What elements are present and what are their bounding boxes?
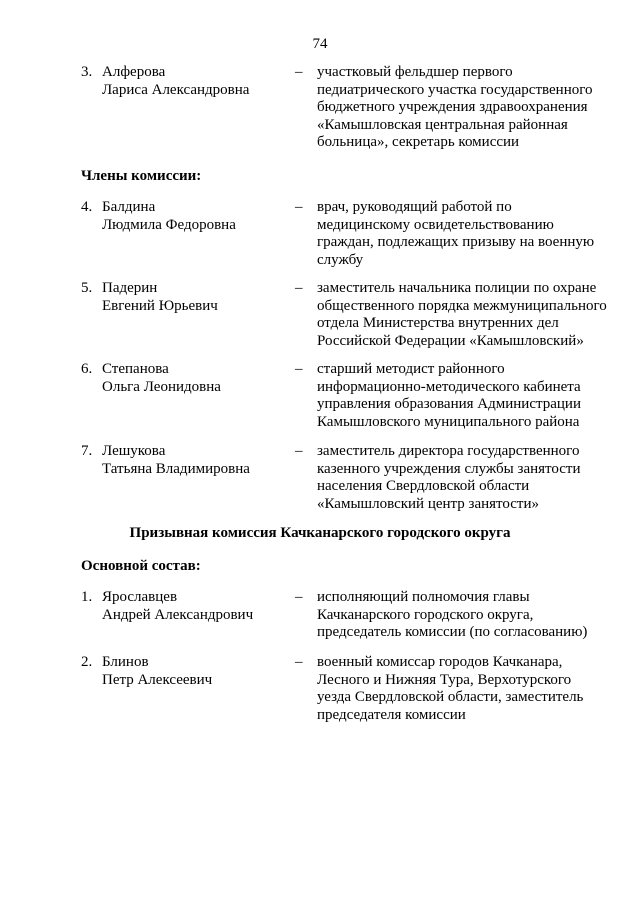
given-names: Петр Алексеевич	[102, 671, 213, 688]
role-line: управления образования Администрации	[317, 396, 581, 412]
role-line: отдела Министерства внутренних дел	[317, 315, 559, 331]
role-text	[317, 199, 617, 269]
person-name	[102, 654, 282, 689]
role-line: «Камышловский центр занятости»	[317, 495, 539, 512]
role-text	[317, 361, 617, 431]
entry-number: 2.	[81, 654, 93, 670]
given-names: Людмила Федоровна	[102, 216, 236, 233]
dash: –	[295, 280, 303, 296]
surname: Лешукова	[102, 443, 166, 459]
role-line: председатель комиссии (по согласованию)	[317, 624, 588, 640]
entry-number: 5.	[81, 280, 93, 296]
person-name	[102, 64, 282, 99]
role-line: больница», секретарь комиссии	[317, 134, 520, 150]
role-line: Лесного и Нижняя Тура, Верхотурского	[317, 671, 572, 688]
role-line: медицинскому освидетельствованию	[317, 216, 554, 233]
entry-number: 7.	[81, 443, 93, 459]
role-line: участковый фельдшер первого	[317, 64, 513, 80]
role-text	[317, 654, 617, 724]
dash: –	[295, 64, 303, 80]
surname: Блинов	[102, 654, 149, 670]
surname: Алферова	[102, 64, 166, 80]
dash: –	[295, 199, 303, 215]
given-names: Ольга Леонидовна	[102, 378, 221, 395]
role-line: информационно-методического кабинета	[317, 378, 581, 395]
role-line: председателя комиссии	[317, 706, 466, 723]
given-names: Евгений Юрьевич	[102, 297, 218, 314]
role-line: военный комиссар городов Качканара,	[317, 654, 563, 670]
given-names: Татьяна Владимировна	[102, 460, 250, 477]
role-line: казенного учреждения службы занятости	[317, 460, 581, 477]
commission-title: Призывная комиссия Качканарского городского округа	[129, 525, 511, 541]
entry-number: 1.	[81, 589, 93, 605]
dash: –	[295, 589, 303, 605]
dash: –	[295, 443, 303, 459]
role-line: общественного порядка межмуниципального	[317, 297, 607, 314]
role-line: врач, руководящий работой по	[317, 199, 512, 215]
role-text	[317, 443, 617, 513]
surname: Падерин	[102, 280, 158, 296]
person-name	[102, 199, 282, 234]
surname: Степанова	[102, 361, 169, 377]
role-line: старший методист районного	[317, 361, 505, 377]
role-line: исполняющий полномочия главы	[317, 589, 530, 605]
role-line: населения Свердловской области	[317, 478, 530, 494]
person-name	[102, 443, 282, 478]
dash: –	[295, 361, 303, 377]
role-text	[317, 64, 617, 152]
role-text	[317, 280, 617, 350]
role-line: заместитель начальника полиции по охране	[317, 280, 597, 296]
person-name	[102, 589, 282, 624]
entry-number: 4.	[81, 199, 93, 215]
members-heading: Члены комиссии:	[81, 168, 202, 184]
page-number: 74	[312, 36, 328, 52]
given-names: Андрей Александрович	[102, 606, 254, 623]
role-line: бюджетного учреждения здравоохранения	[317, 99, 588, 115]
dash: –	[295, 654, 303, 670]
person-name	[102, 361, 282, 396]
role-line: службу	[317, 251, 364, 268]
role-line: педиатрического участка государственного	[317, 81, 593, 98]
role-line: уезда Свердловской области, заместитель	[317, 689, 584, 705]
entry-number: 3.	[81, 64, 93, 80]
role-line: Камышловского муниципального района	[317, 413, 580, 430]
role-line: «Камышловская центральная районная	[317, 116, 568, 133]
main-composition-heading: Основной состав:	[81, 558, 201, 574]
role-line: граждан, подлежащих призыву на военную	[317, 234, 595, 250]
role-line: Качканарского городского округа,	[317, 606, 534, 623]
surname: Ярославцев	[102, 589, 178, 605]
role-line: Российской Федерации «Камышловский»	[317, 332, 584, 349]
given-names: Лариса Александровна	[102, 81, 250, 98]
person-name	[102, 280, 282, 315]
surname: Балдина	[102, 199, 156, 215]
role-text	[317, 589, 617, 642]
role-line: заместитель директора государственного	[317, 443, 580, 459]
entry-number: 6.	[81, 361, 93, 377]
